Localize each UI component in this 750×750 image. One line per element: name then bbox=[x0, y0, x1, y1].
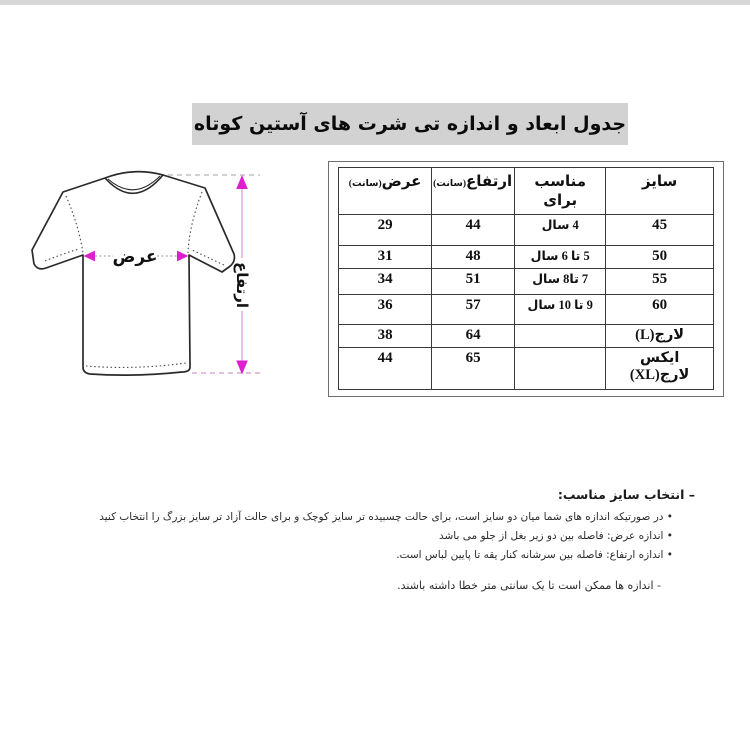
table-row bbox=[339, 325, 714, 348]
col-header-width: عرض(سانت) bbox=[339, 168, 432, 215]
cell-size: لارج(L) bbox=[606, 325, 714, 348]
size-table bbox=[328, 161, 724, 397]
cell-size: 60 bbox=[606, 295, 714, 325]
tshirt-diagram bbox=[20, 158, 270, 403]
height-dimension-label: ارتفاع bbox=[233, 261, 251, 309]
cell-fit bbox=[515, 348, 606, 390]
col-header-size: سایز bbox=[606, 168, 714, 215]
cell-size: ایکس لارج(XL) bbox=[606, 348, 714, 390]
scan-edge-artifact bbox=[0, 0, 750, 5]
notes-section bbox=[75, 487, 695, 592]
cell-width: 34 bbox=[339, 269, 432, 295]
note-line: • اندازه ارتفاع: فاصله بین سرشانه کنار یقه تا پایین لباس است. bbox=[396, 549, 673, 561]
table-header-row bbox=[339, 168, 714, 215]
cell-fit: 9 تا 10 سال bbox=[515, 295, 606, 325]
table-row bbox=[339, 348, 714, 390]
table-row bbox=[339, 269, 714, 295]
note-line: • در صورتیکه اندازه های شما میان دو سایز است، برای حالت چسبیده تر سایز کوچک و برای حالت آزاد تر سایز بزرگ را انتخاب کنید bbox=[99, 511, 673, 523]
col-header-fit: مناسب برای bbox=[515, 168, 606, 215]
cell-fit bbox=[515, 325, 606, 348]
cell-height: 57 bbox=[432, 295, 515, 325]
page-title: جدول ابعاد و اندازه تی شرت های آستین کوتاه bbox=[193, 113, 627, 135]
cell-height: 65 bbox=[432, 348, 515, 390]
cell-height: 51 bbox=[432, 269, 515, 295]
cell-width: 38 bbox=[339, 325, 432, 348]
size-table-grid bbox=[338, 167, 714, 390]
cell-fit: 7 تا8 سال bbox=[515, 269, 606, 295]
table-row bbox=[339, 246, 714, 269]
cell-size: 50 bbox=[606, 246, 714, 269]
cell-fit: 4 سال bbox=[515, 215, 606, 246]
cell-size: 55 bbox=[606, 269, 714, 295]
cell-width: 44 bbox=[339, 348, 432, 390]
table-row bbox=[339, 215, 714, 246]
title-bar bbox=[192, 103, 628, 145]
cell-width: 36 bbox=[339, 295, 432, 325]
note-footer: - اندازه ها ممکن است تا یک سانتی متر خطا داشته باشند. bbox=[397, 579, 661, 592]
cell-width: 31 bbox=[339, 246, 432, 269]
note-line: • اندازه عرض: فاصله بین دو زیر بغل از جلو می باشد bbox=[438, 530, 673, 542]
width-dimension-label: عرض bbox=[112, 247, 158, 267]
cell-fit: 5 تا 6 سال bbox=[515, 246, 606, 269]
cell-width: 29 bbox=[339, 215, 432, 246]
cell-height: 44 bbox=[432, 215, 515, 246]
cell-height: 48 bbox=[432, 246, 515, 269]
tshirt-outline bbox=[32, 172, 234, 375]
table-row bbox=[339, 295, 714, 325]
notes-bullets bbox=[75, 511, 695, 562]
col-header-height: ارتفاع(سانت) bbox=[432, 168, 515, 215]
cell-height: 64 bbox=[432, 325, 515, 348]
notes-heading: – انتخاب سایز مناسب: bbox=[557, 487, 695, 502]
cell-size: 45 bbox=[606, 215, 714, 246]
